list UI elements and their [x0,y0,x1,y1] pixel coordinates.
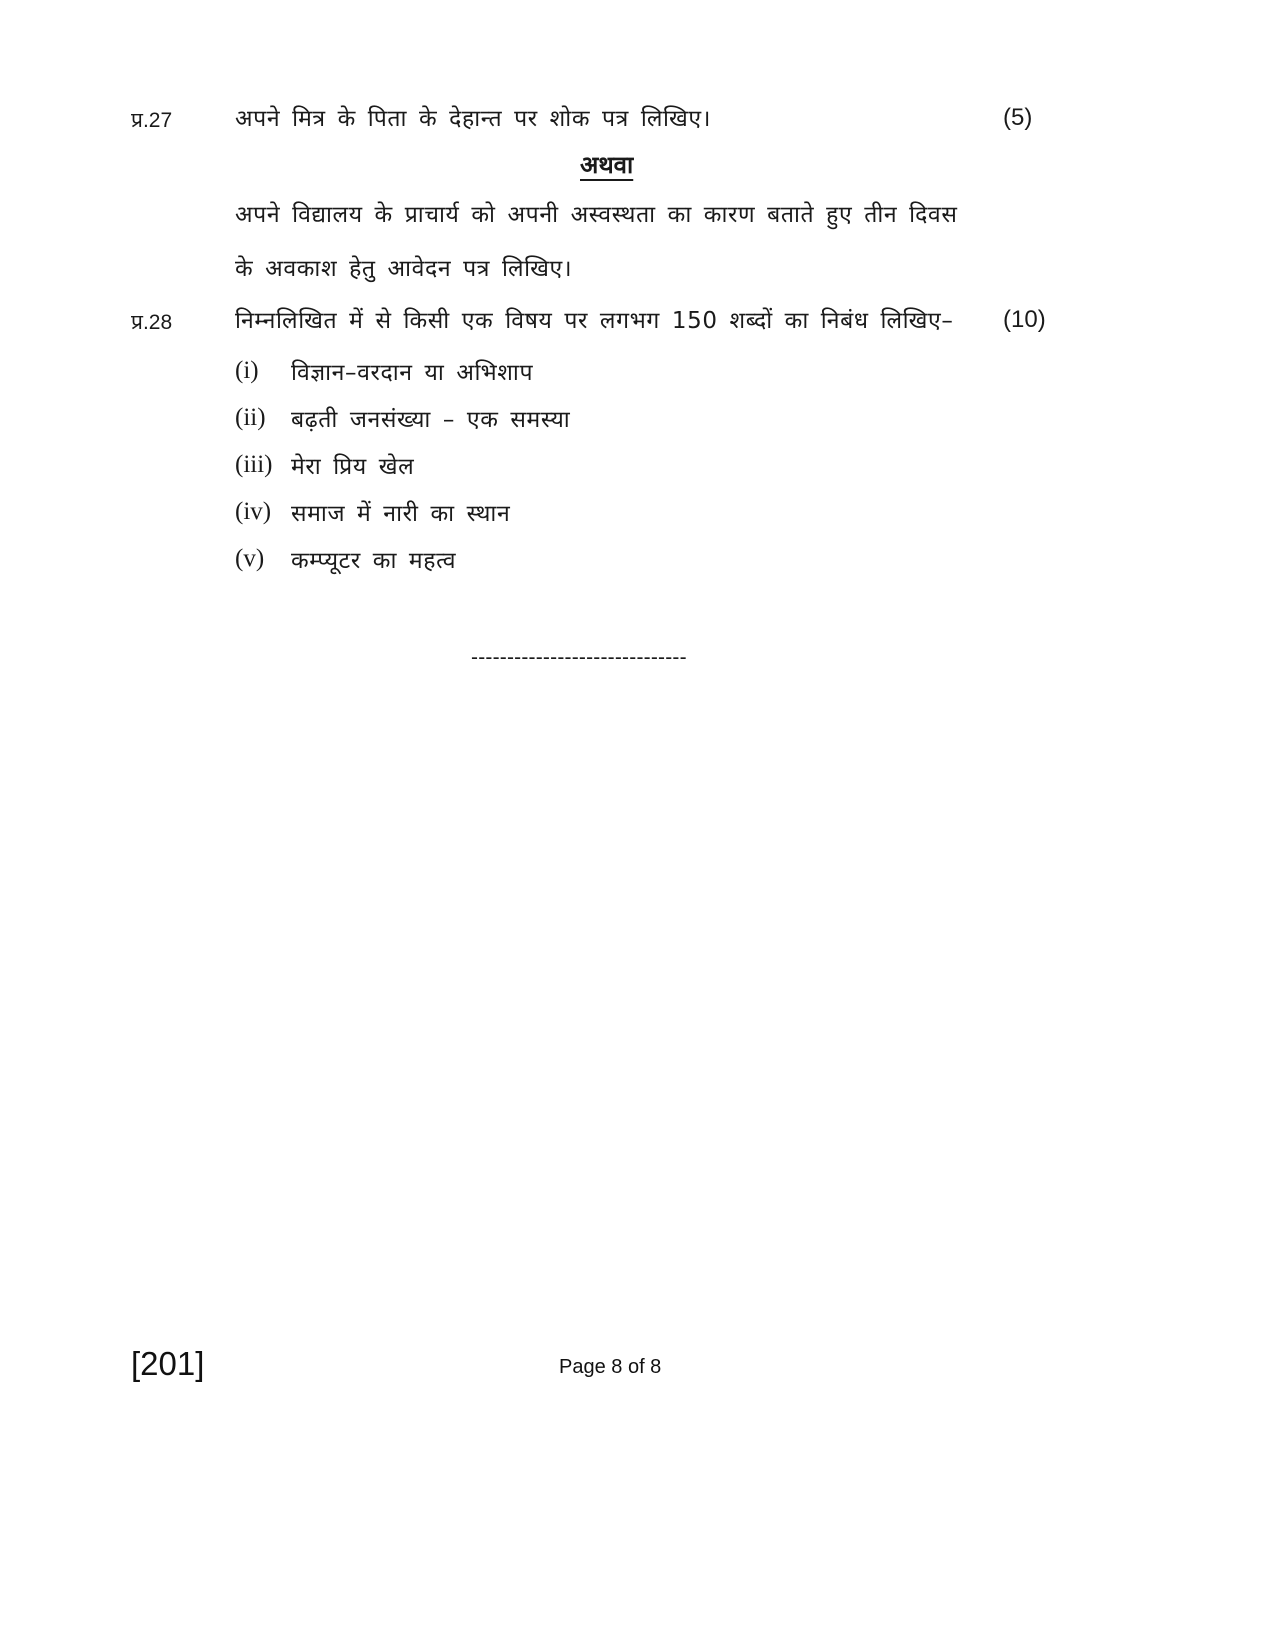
end-of-paper-rule: ------------------------------ [471,646,687,669]
page-number: Page 8 of 8 [559,1356,662,1378]
option-text: समाज में नारी का स्थान [291,501,511,527]
question-27-number: प्र.27 [131,109,173,132]
paper-code: [201] [131,1345,205,1382]
question-28-text: निम्नलिखित में से किसी एक विषय पर लगभग 150 शब्दों का निबंध लिखिए– [235,308,954,334]
question-28-number: प्र.28 [131,311,173,334]
option-label: (ii) [235,404,266,431]
question-27-alternative-line-2: के अवकाश हेतु आवेदन पत्र लिखिए। [235,256,573,282]
option-text: बढ़ती जनसंख्या – एक समस्या [291,407,571,433]
option-text: मेरा प्रिय खेल [291,454,415,480]
option-label: (iv) [235,498,272,525]
option-text: विज्ञान–वरदान या अभिशाप [291,360,534,386]
question-27-alternative-line-1: अपने विद्यालय के प्राचार्य को अपनी अस्वस्थता का कारण बताते हुए तीन दिवस [235,202,958,228]
option-label: (i) [235,357,259,384]
question-28-marks: (10) [1003,306,1046,333]
question-27-text: अपने मित्र के पिता के देहान्त पर शोक पत्र लिखिए। [235,106,712,132]
option-label: (iii) [235,451,273,478]
or-heading: अथवा [580,151,634,179]
option-text: कम्प्यूटर का महत्व [291,548,457,574]
option-label: (v) [235,545,265,572]
question-27-marks: (5) [1003,104,1033,131]
